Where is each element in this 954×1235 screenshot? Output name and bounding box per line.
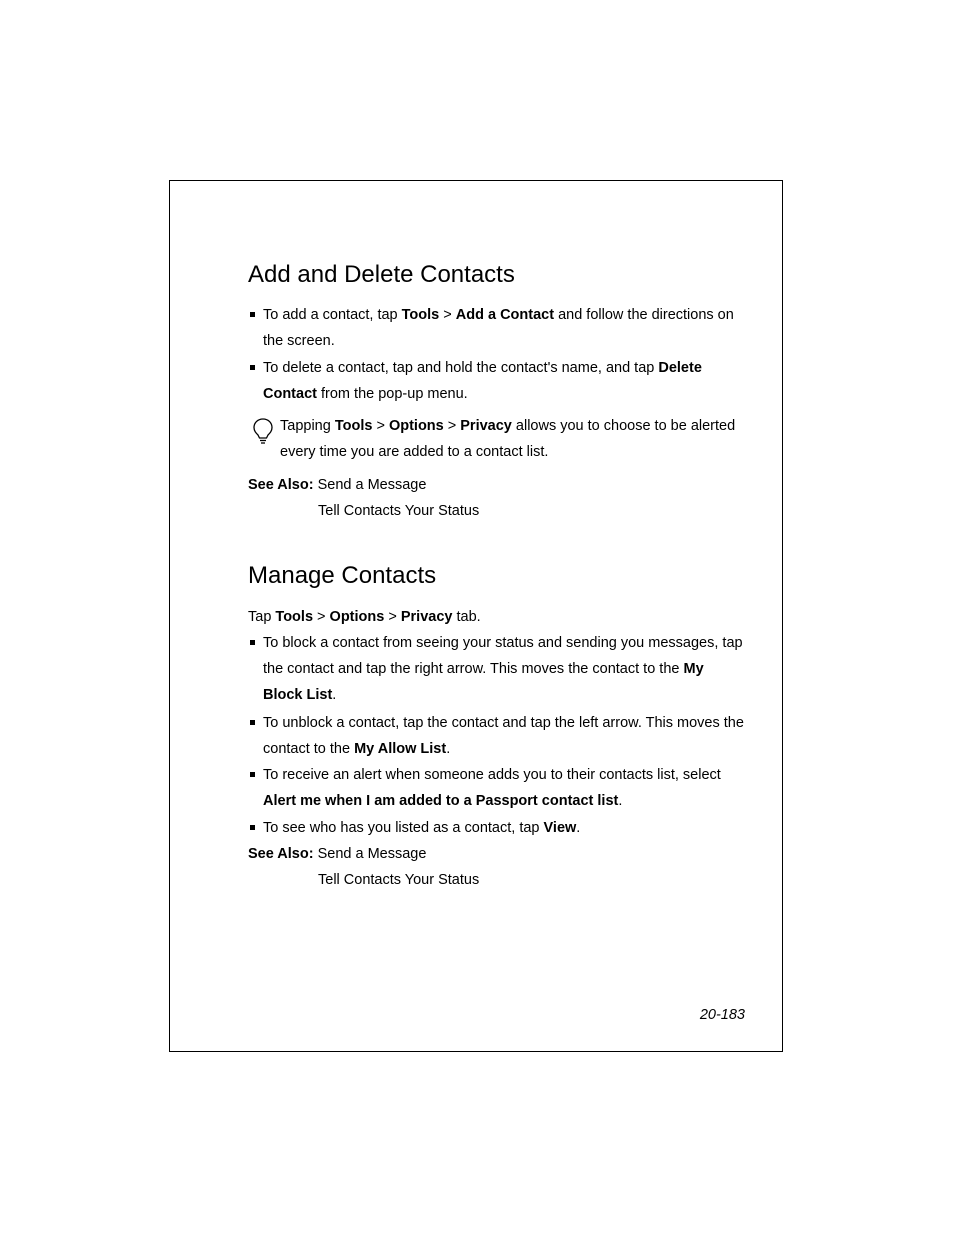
see-also-link[interactable]: Send a Message bbox=[317, 477, 427, 493]
see-also-label: See Also: bbox=[248, 477, 314, 493]
page-number: 20-183 bbox=[699, 1007, 745, 1023]
tip-note: Tapping Tools > Options > Privacy allows you to choose to be alerted every time you are added to a contact list. bbox=[248, 413, 748, 465]
bullet-receive-alert: To receive an alert when someone adds you to their contacts list, select Alert me when I am added to a Passport contact list. bbox=[248, 762, 745, 814]
bullet-view-listed: To see who has you listed as a contact, tap View. bbox=[248, 815, 745, 841]
bullet-unblock-contact: To unblock a contact, tap the contact and tap the left arrow. This moves the contact to the My Allow List. bbox=[248, 710, 745, 762]
see-also-link[interactable]: Tell Contacts Your Status bbox=[318, 872, 480, 888]
see-also-block bbox=[248, 472, 479, 524]
section-heading-add-delete-contacts: Add and Delete Contacts bbox=[248, 261, 515, 288]
manage-intro: Tap Tools > Options > Privacy tab. bbox=[248, 609, 481, 625]
bullet-add-contact: To add a contact, tap Tools > Add a Contact and follow the directions on the screen. bbox=[248, 302, 743, 354]
lightbulb-icon bbox=[252, 417, 274, 445]
bullet-delete-contact: To delete a contact, tap and hold the contact's name, and tap Delete Contact from the pop-up menu. bbox=[248, 355, 733, 407]
see-also-link[interactable]: Send a Message bbox=[317, 846, 427, 862]
section-heading-manage-contacts: Manage Contacts bbox=[248, 562, 437, 589]
bullet-block-contact: To block a contact from seeing your status and sending you messages, tap the contact and tap the right arrow. This moves the contact to the My Block List. bbox=[248, 630, 745, 708]
see-also-label: See Also: bbox=[248, 846, 314, 862]
see-also-link[interactable]: Tell Contacts Your Status bbox=[318, 503, 480, 519]
see-also-block bbox=[248, 841, 479, 893]
